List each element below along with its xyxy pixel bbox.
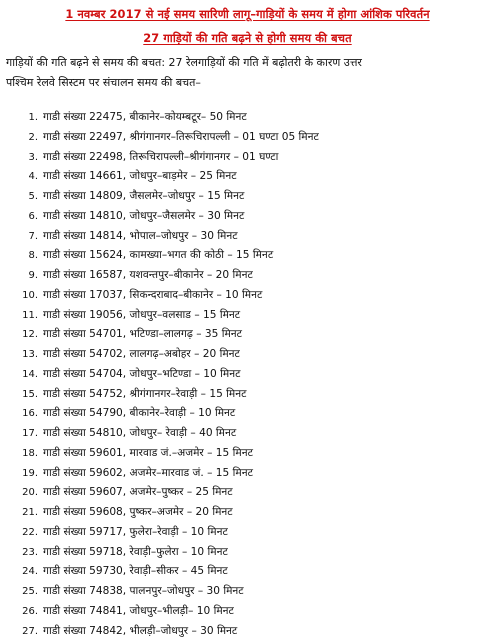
subheadline [0, 31, 495, 46]
list-item-number: 6. [0, 207, 38, 227]
list-item-number: 15. [0, 385, 38, 405]
list-item-number: 12. [0, 325, 38, 345]
list-item-number: 26. [0, 602, 38, 622]
list-item-text: गाडी संख्या 54702, लालगढ़–अबोहर – 20 मिनट [43, 345, 240, 365]
list-item [0, 503, 495, 523]
list-item-text: गाडी संख्या 59601, मारवाड जं.–अजमेर – 15 मिनट [43, 444, 253, 464]
list-item [0, 622, 495, 641]
intro-paragraph [6, 53, 492, 93]
list-item [0, 424, 495, 444]
list-item [0, 286, 495, 306]
list-item-number: 7. [0, 227, 38, 247]
list-item [0, 365, 495, 385]
list-item [0, 523, 495, 543]
list-item-number: 13. [0, 345, 38, 365]
list-item-text: गाडी संख्या 59602, अजमेर–मारवाड जं. – 15 मिनट [43, 464, 253, 484]
list-item [0, 404, 495, 424]
list-item-number: 27. [0, 622, 38, 641]
list-item-text: गाडी संख्या 54704, जोधपुर–भटिण्डा – 10 मिनट [43, 365, 240, 385]
list-item-text: गाडी संख्या 59608, पुष्कर–अजमेर – 20 मिनट [43, 503, 233, 523]
list-item-number: 20. [0, 483, 38, 503]
list-item [0, 227, 495, 247]
list-item-text: गाडी संख्या 14814, भोपाल–जोधपुर – 30 मिनट [43, 227, 238, 247]
list-item-number: 24. [0, 562, 38, 582]
intro-line-2: पश्चिम रेलवे सिस्टम पर संचालन समय की बचत– [6, 73, 492, 93]
list-item-number: 25. [0, 582, 38, 602]
list-item-number: 17. [0, 424, 38, 444]
list-item-text: गाडी संख्या 16587, यशवन्तपुर–बीकानेर – 20 मिनट [43, 266, 253, 286]
list-item-number: 3. [0, 148, 38, 168]
list-item [0, 128, 495, 148]
intro-line-1: गाड़ियों की गति बढ़ने से समय की बचत: 27 रेलगाड़ियों की गति में बढ़ोतरी के कारण उत्तर [6, 53, 492, 73]
list-item [0, 444, 495, 464]
list-item-text: गाडी संख्या 17037, सिकन्दराबाद–बीकानेर – 10 मिनट [43, 286, 262, 306]
list-item-number: 8. [0, 246, 38, 266]
train-list [0, 108, 495, 641]
list-item-text: गाडी संख्या 59717, फुलेरा–रेवाड़ी – 10 मिनट [43, 523, 228, 543]
list-item-text: गाडी संख्या 74838, पालनपुर–जोधपुर – 30 मिनट [43, 582, 244, 602]
list-item-text: गाडी संख्या 14661, जोधपुर–बाड़मेर – 25 मिनट [43, 167, 237, 187]
list-item-number: 19. [0, 464, 38, 484]
list-item-text: गाडी संख्या 54790, बीकानेर–रेवाड़ी – 10 मिनट [43, 404, 235, 424]
list-item-number: 4. [0, 167, 38, 187]
list-item-number: 22. [0, 523, 38, 543]
list-item [0, 325, 495, 345]
list-item-text: गाडी संख्या 54810, जोधपुर– रेवाड़ी – 40 मिनट [43, 424, 236, 444]
list-item [0, 543, 495, 563]
list-item [0, 345, 495, 365]
list-item-text: गाडी संख्या 14809, जैसलमेर–जोधपुर – 15 मिनट [43, 187, 244, 207]
headline [0, 7, 495, 22]
list-item-number: 23. [0, 543, 38, 563]
list-item-number: 21. [0, 503, 38, 523]
list-item-number: 10. [0, 286, 38, 306]
list-item-number: 5. [0, 187, 38, 207]
list-item-text: गाडी संख्या 22498, तिरूचिरापल्ली–श्रीगंगानगर – 01 घण्टा [43, 148, 278, 168]
list-item [0, 483, 495, 503]
list-item [0, 246, 495, 266]
list-item-text: गाडी संख्या 15624, कामख्या–भगत की कोठी – 15 मिनट [43, 246, 273, 266]
list-item [0, 602, 495, 622]
list-item-text: गाडी संख्या 22497, श्रीगंगानगर–तिरूचिरापल्ली – 01 घण्टा 05 मिनट [43, 128, 319, 148]
list-item [0, 562, 495, 582]
list-item-number: 16. [0, 404, 38, 424]
list-item-text: गाडी संख्या 74841, जोधपुर–भीलड़ी– 10 मिनट [43, 602, 234, 622]
list-item [0, 108, 495, 128]
list-item-text: गाडी संख्या 19056, जोधपुर–वलसाड – 15 मिनट [43, 306, 240, 326]
list-item-text: गाडी संख्या 14810, जोधपुर–जैसलमेर – 30 मिनट [43, 207, 244, 227]
list-item [0, 187, 495, 207]
list-item-number: 1. [0, 108, 38, 128]
list-item [0, 464, 495, 484]
list-item [0, 266, 495, 286]
headline-text: 1 नवम्बर 2017 से नई समय सारिणी लागू–गाड़ियों के समय में होगा आंशिक परिवर्तन [65, 7, 429, 21]
list-item [0, 306, 495, 326]
list-item-text: गाडी संख्या 22475, बीकानेर–कोयम्बटूर– 50 मिनट [43, 108, 247, 128]
list-item-text: गाडी संख्या 74842, भीलड़ी–जोधपुर – 30 मिनट [43, 622, 237, 641]
list-item [0, 167, 495, 187]
list-item-number: 11. [0, 306, 38, 326]
list-item-text: गाडी संख्या 59730, रेवाड़ी–सीकर – 45 मिनट [43, 562, 228, 582]
list-item-number: 18. [0, 444, 38, 464]
list-item-number: 14. [0, 365, 38, 385]
list-item [0, 385, 495, 405]
subheadline-text: 27 गाड़ियों की गति बढ़ने से होगी समय की बचत [143, 31, 351, 45]
list-item-text: गाडी संख्या 59718, रेवाड़ी–फुलेरा – 10 मिनट [43, 543, 228, 563]
list-item-text: गाडी संख्या 54701, भटिण्डा–लालगढ़ – 35 मिनट [43, 325, 242, 345]
list-item [0, 148, 495, 168]
list-item-text: गाडी संख्या 54752, श्रीगंगानगर–रेवाड़ी – 15 मिनट [43, 385, 246, 405]
list-item [0, 582, 495, 602]
list-item-number: 2. [0, 128, 38, 148]
list-item [0, 207, 495, 227]
list-item-text: गाडी संख्या 59607, अजमेर–पुष्कर – 25 मिनट [43, 483, 233, 503]
list-item-number: 9. [0, 266, 38, 286]
